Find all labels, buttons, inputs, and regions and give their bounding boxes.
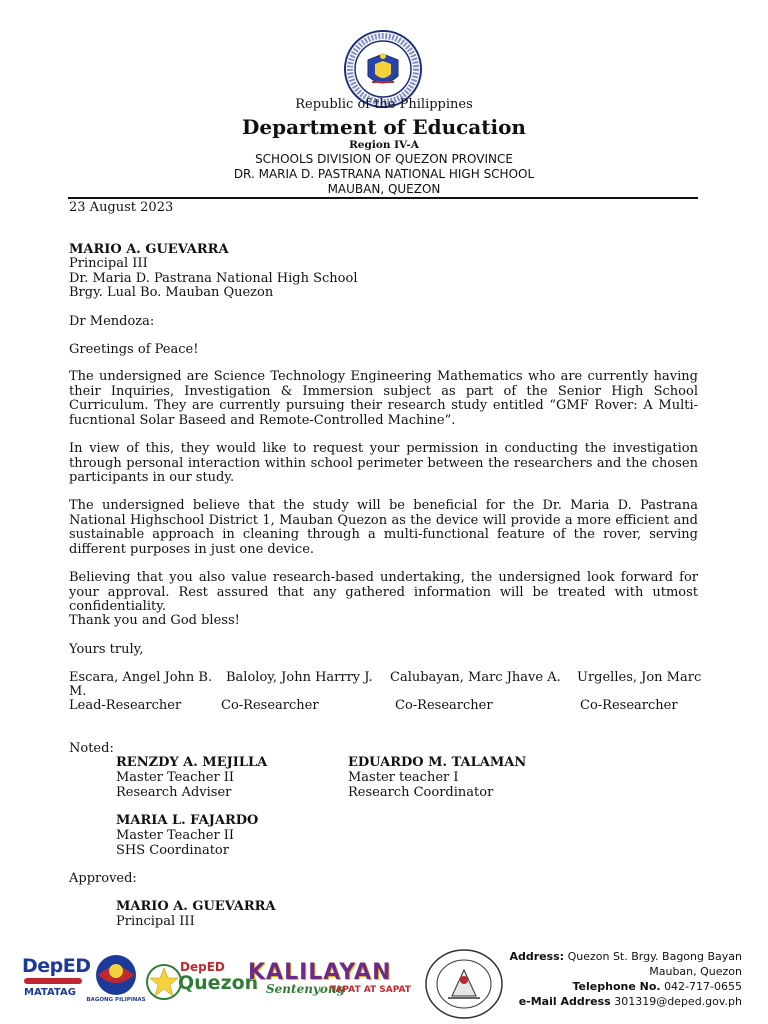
body-paragraph-3: The undersigned believe that the study will be beneficial for the Dr. Maria D. Pastrana National Highschool District 1, Mauban Quezon as the device will provide a more efficient and sustainable approach in cleaning through a multi-functional feature of the rover, serving different purposes in just one device.: [69, 498, 698, 557]
noted-role-3: SHS Coordinator: [116, 843, 229, 858]
researcher-role-1: Lead-Researcher: [69, 698, 182, 713]
body-paragraph-2: In view of this, they would like to request your permission in conducting the investigation through personal interaction within school perimeter between the researchers and the chosen participants in our study.: [69, 441, 698, 485]
researcher-role-4: Co-Researcher: [580, 698, 678, 713]
noted-name-1: RENZDY A. MEJILLA: [116, 755, 268, 770]
address-label: Address:: [509, 950, 565, 963]
address-line-1: Quezon St. Brgy. Bagong Bayan: [567, 950, 742, 963]
noted-title-3: Master Teacher II: [116, 828, 235, 843]
noted-name-3: MARIA L. FAJARDO: [116, 813, 259, 828]
salutation: Dr Mendoza:: [69, 314, 155, 329]
republic-line: Republic of the Philippines: [295, 97, 473, 112]
kalilayan-logo: KALILAYAN Sentenyong TAPAT AT SAPAT: [248, 960, 411, 996]
header-divider: [68, 197, 698, 199]
region-line: Region IV-A: [349, 139, 419, 151]
noted-role-2: Research Coordinator: [348, 785, 494, 800]
approved-label: Approved:: [69, 871, 137, 886]
email-value[interactable]: 301319@deped.gov.ph: [614, 995, 742, 1008]
body-paragraph-1: The undersigned are Science Technology Engineering Mathematics who are currently having their Inquiries, Investigation & Immersion subject as part of the Senior High School Curriculum. They are currently pursuing their research study entitled “GMF Rover: A Multi-fucntional Solar Baseed and Remote-Controlled Machine”.: [69, 369, 698, 428]
telephone-value: 042-717-0655: [664, 980, 742, 993]
closing: Yours truly,: [69, 642, 144, 657]
deped-matatag-logo: DepED MATATAG: [22, 955, 91, 998]
greeting: Greetings of Peace!: [69, 342, 199, 357]
researcher-role-3: Co-Researcher: [395, 698, 493, 713]
letter-date: 23 August 2023: [69, 200, 174, 215]
school-seal-logo: [424, 948, 504, 1020]
school-line: DR. MARIA D. PASTRANA NATIONAL HIGH SCHOOL: [233, 167, 535, 181]
department-title: Department of Education: [242, 115, 526, 139]
deped-quezon-logo: DepED Quezon: [146, 960, 238, 1004]
email-label: e-Mail Address: [518, 995, 611, 1008]
researcher-name-2: Baloloy, John Harrry J.: [226, 670, 373, 685]
noted-title-1: Master Teacher II: [116, 770, 235, 785]
noted-role-1: Research Adviser: [116, 785, 232, 800]
approver-title: Principal III: [116, 914, 195, 929]
division-line: SCHOOLS DIVISION OF QUEZON PROVINCE: [255, 152, 513, 166]
telephone-label: Telephone No.: [572, 980, 661, 993]
recipient-school: Dr. Maria D. Pastrana National High School: [69, 271, 358, 286]
recipient-name: MARIO A. GUEVARRA: [69, 242, 229, 257]
recipient-address: Brgy. Lual Bo. Mauban Quezon: [69, 285, 274, 300]
footer-telephone: [573, 979, 743, 994]
researcher-role-2: Co-Researcher: [221, 698, 319, 713]
researcher-name-4: Urgelles, Jon Marc: [577, 670, 702, 685]
researcher-name-3: Calubayan, Marc Jhave A.: [390, 670, 561, 685]
location-line: MAUBAN, QUEZON: [327, 182, 441, 196]
noted-name-2: EDUARDO M. TALAMAN: [348, 755, 527, 770]
noted-label: Noted:: [69, 741, 114, 756]
researcher-name-4-cont: M.: [69, 684, 87, 699]
footer-address: [509, 949, 742, 964]
body-paragraph-4: Believing that you also value research-based undertaking, the undersigned look forward for your approval. Rest assured that any gathered information will be treated with utmost confidentiality.: [69, 570, 698, 614]
closing-thanks: Thank you and God bless!: [69, 613, 240, 628]
researcher-name-1: Escara, Angel John B.: [69, 670, 213, 685]
bagong-pilipinas-logo: BAGONG PILIPINAS: [90, 953, 142, 1009]
recipient-title: Principal III: [69, 256, 148, 271]
noted-title-2: Master teacher I: [348, 770, 459, 785]
address-line-2: Mauban, Quezon: [649, 965, 742, 978]
footer-email: [519, 994, 742, 1009]
approver-name: MARIO A. GUEVARRA: [116, 899, 276, 914]
